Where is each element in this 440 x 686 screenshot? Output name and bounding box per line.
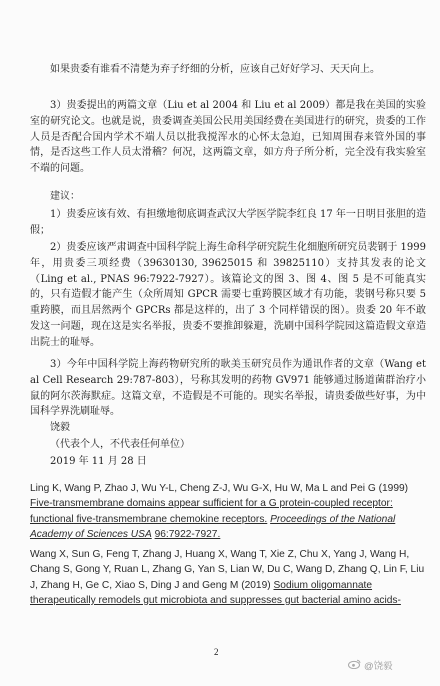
signature-name: 饶毅 [50, 422, 70, 433]
paragraph-conclusion: 如果贵委有谁看不清楚为弃子纾细的分析，应该自己好好学习、天天向上。 [50, 64, 380, 75]
reference-2 [30, 547, 426, 608]
reference-1-title: Five-transmembrane domains appear sufficient for a G protein-coupled receptor: functional five-transmembrane chemokine receptors. [30, 498, 393, 525]
reference-2-title: Sodium oligomannate therapeutically remodels gut microbiota and suppresses gut bacterial amino acids- [30, 579, 401, 606]
suggestion-3: 3）今年中国科学院上海药物研究所的耿美玉研究员作为通讯作者的文章（Wang et al Cell Research 29:787-803），号称其发明的药物 GV971 能够通过肠道菌群治疗小鼠的阿尔茨海默症。这篇文章，不造假是不可能的。现实名举报，请贵委做些好事，为中国科学界洗刷耻辱。 [30, 359, 426, 418]
page-number: 2 [214, 647, 219, 657]
reference-1-authors: Ling K, Wang P, Zhao J, Wu Y-L, Cheng Z-J, Wu G-X, Hu W, Ma L and Pei G (1999) [30, 483, 409, 494]
suggestion-2: 2）贵委应该严肃调查中国科学院上海生命科学研究院生化细胞所研究员裴钢于 1999 年，用贵委三项经费（39630130, 39625015 和 39825110）支持其发表的论文（Ling et al., PNAS 96:7922-7927）。该篇论文的图 3、图 4、图 5 是不可能真实的，只有造假才能产生（众所周知 GPCR 需要七重跨膜区域才有功能，裴钢号称只要 5 重跨膜，而且居然两个 GPCRs 都是这样的，出了 3 个同样错误的图）。贵委 20 年不敢发这一问题，现在这是实名举报，贵委不要推卸躲避，洗刷中国科学院园这篇造假文章造出院士的耻辱。 [30, 242, 426, 348]
weibo-logo-icon [348, 659, 361, 669]
paragraph-point-3: 3）贵委提出的两篇文章（Liu et al 2004 和 Liu et al 2009）都是我在美国的实验室的研究论文。也就是说，贵委调查美国公民用美国经费在美国进行的研究，贵委的工作人员是否配合国内学术不端人员以批我搅浑水的心怀太急迫，已知周围春来管外国的事情，是否这些工作人员太滑稽？何况，这两篇文章，如方舟子所分析，完全没有我实验室不端的问题。 [30, 100, 426, 175]
reference-1 [30, 481, 426, 542]
reference-2-authors: Wang X, Sun G, Feng T, Zhang J, Huang X, Wang T, Xie Z, Chu X, Yang J, Wang H, Chang S, Gong Y, Ruan L, Zhang G, Yan S, Lian W, Du C, Wang D, Zhang Q, Lin F, Liu J, Zhang H, Ge C, Xiao S, Ding J and Geng M (2019) [30, 549, 425, 591]
reference-1-cite: 96:7922-7927. [154, 528, 221, 540]
signature-date: 2019 年 11 月 28 日 [50, 456, 147, 467]
reference-1-journal: Proceedings of the National Academy of Sciences USA [30, 513, 396, 540]
signature-note: （代表个人，不代表任何单位） [50, 439, 190, 450]
suggestions-heading: 建议： [50, 191, 80, 202]
watermark-author: @饶毅 [364, 661, 393, 672]
suggestion-1: 1）贵委应该有效、有担缴地彻底调查武汉大学医学院李红良 17 年一日明目张胆的造假； [30, 209, 426, 236]
